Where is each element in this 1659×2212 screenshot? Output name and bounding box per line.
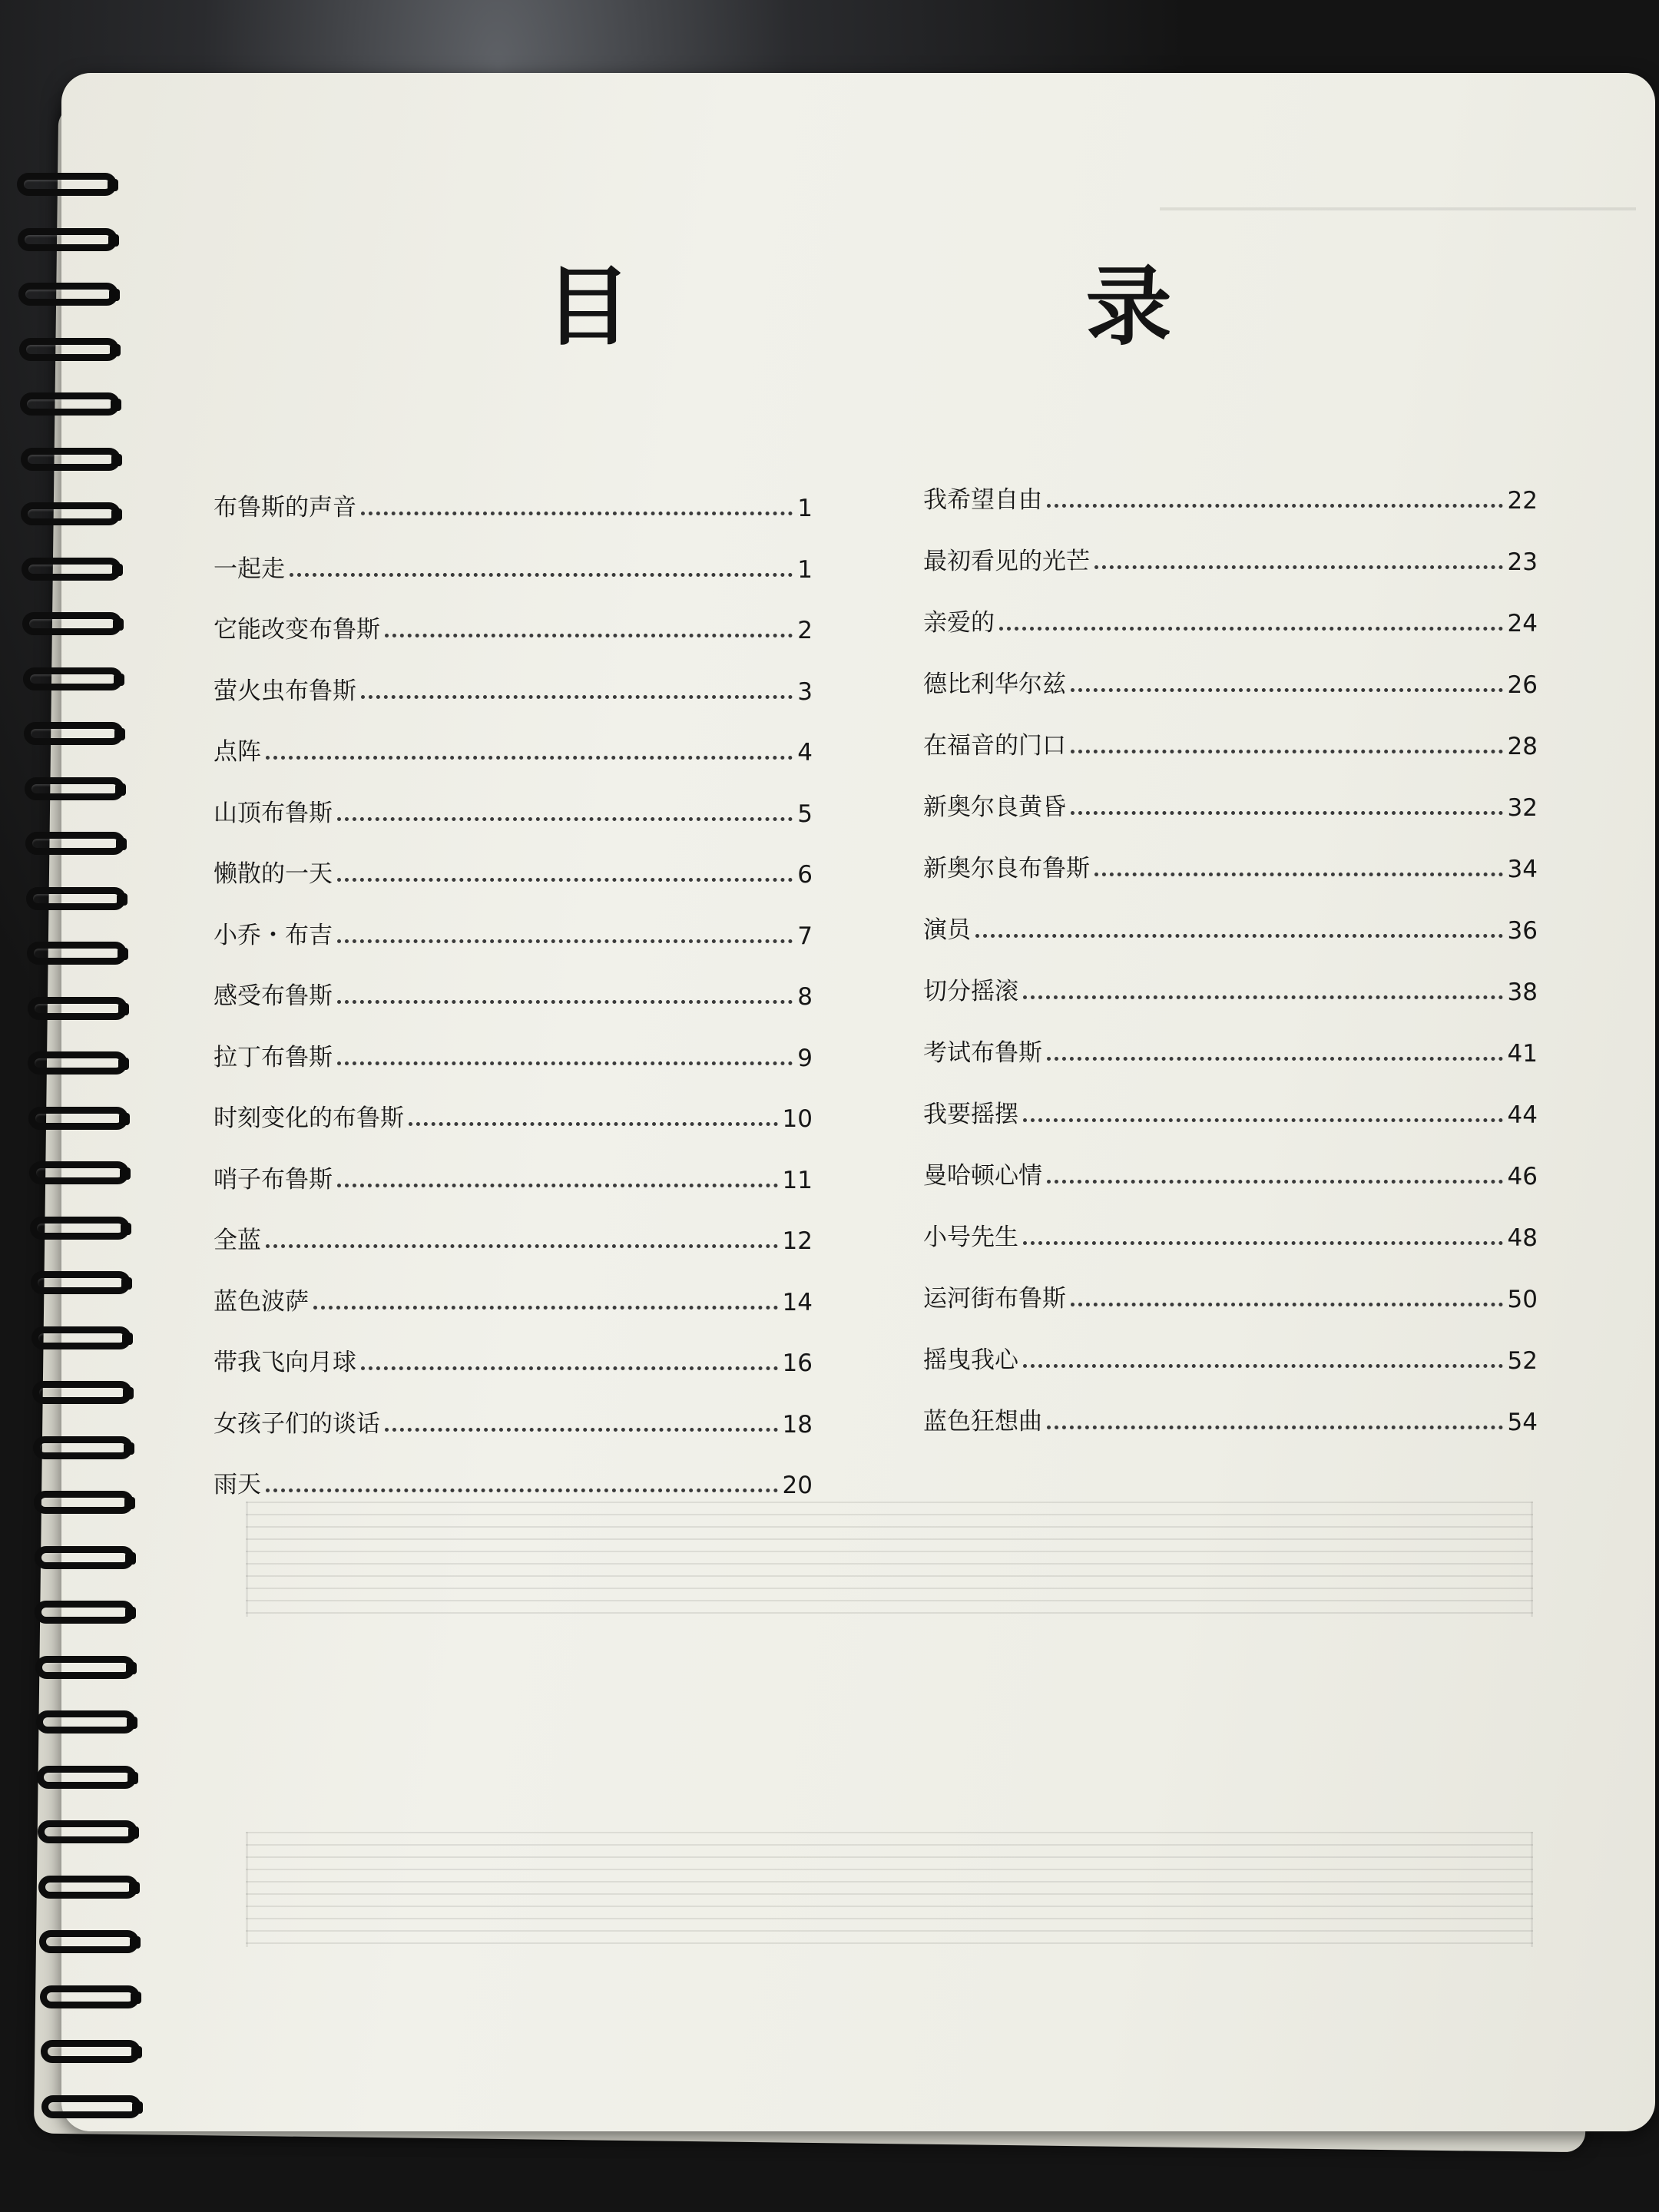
- toc-entry: [923, 1336, 1538, 1375]
- toc-entry-title: 我希望自由: [923, 486, 1042, 514]
- dot-leader: [1071, 688, 1503, 692]
- spiral-coil: [25, 832, 133, 863]
- toc-entry: [214, 484, 813, 522]
- toc-entry-title: 时刻变化的布鲁斯: [214, 1104, 404, 1132]
- toc-entry: [923, 1091, 1538, 1129]
- toc-page: [61, 73, 1655, 2131]
- toc-entry-page-number: 3: [797, 677, 813, 706]
- toc-left-column: [214, 73, 813, 2131]
- dot-leader: [1047, 504, 1503, 508]
- toc-entry: [214, 606, 813, 644]
- toc-entry-title: 萤火虫布鲁斯: [214, 677, 356, 705]
- toc-right-column: [923, 73, 1538, 2131]
- toc-entry-title: 运河街布鲁斯: [923, 1285, 1066, 1313]
- toc-entry-title: 带我飞向月球: [214, 1349, 356, 1376]
- toc-entry-title: 布鲁斯的声音: [214, 494, 356, 522]
- toc-entry-title: 蓝色狂想曲: [923, 1408, 1042, 1435]
- toc-entry-page-number: 14: [782, 1288, 813, 1316]
- toc-entry: [923, 1152, 1538, 1190]
- toc-entry-title: 曼哈顿心情: [923, 1162, 1042, 1190]
- toc-entry: [923, 599, 1538, 637]
- spiral-coil: [36, 1710, 144, 1741]
- dot-leader: [385, 634, 793, 637]
- toc-entry-page-number: 16: [782, 1349, 813, 1377]
- toc-entry-title: 考试布鲁斯: [923, 1039, 1042, 1067]
- toc-entry: [214, 545, 813, 584]
- dot-leader: [361, 695, 793, 699]
- spiral-coil: [34, 1491, 141, 1522]
- toc-entry: [923, 1275, 1538, 1313]
- dot-leader: [999, 627, 1503, 631]
- toc-entry-page-number: 24: [1507, 610, 1538, 637]
- toc-entry-page-number: 26: [1507, 671, 1538, 699]
- toc-entry: [214, 1156, 813, 1194]
- toc-entry-page-number: 32: [1507, 794, 1538, 822]
- toc-entry-page-number: 5: [797, 800, 813, 828]
- toc-entry: [923, 1214, 1538, 1252]
- toc-entry-page-number: 9: [797, 1044, 813, 1072]
- spiral-coil: [29, 1161, 137, 1192]
- toc-entry: [214, 1034, 813, 1072]
- toc-entry: [214, 912, 813, 950]
- toc-entry-title: 一起走: [214, 555, 285, 583]
- dot-leader: [337, 817, 793, 821]
- page-title: 目 录: [545, 257, 1356, 357]
- toc-entry-page-number: 34: [1507, 856, 1538, 883]
- toc-entry: [214, 667, 813, 706]
- spiral-coil: [35, 1656, 143, 1687]
- toc-entry: [214, 728, 813, 767]
- spiral-coil: [37, 1766, 144, 1796]
- spiral-coil: [38, 1820, 145, 1851]
- dot-leader: [1094, 873, 1503, 876]
- dot-leader: [337, 1184, 778, 1187]
- toc-entry-title: 演员: [923, 916, 971, 944]
- toc-entry: [923, 783, 1538, 822]
- spiral-coil: [28, 1107, 136, 1137]
- toc-entry-page-number: 23: [1507, 548, 1538, 576]
- toc-entry: [214, 1094, 813, 1133]
- dot-leader: [1023, 1364, 1503, 1368]
- dot-leader: [337, 1061, 793, 1065]
- toc-entry-page-number: 1: [797, 495, 813, 522]
- dot-leader: [337, 939, 793, 943]
- spiral-coil: [41, 2095, 149, 2126]
- toc-entry-page-number: 48: [1507, 1224, 1538, 1252]
- toc-entry-title: 德比利华尔兹: [923, 671, 1066, 698]
- toc-entry-title: 点阵: [214, 738, 261, 766]
- toc-entry-page-number: 44: [1507, 1101, 1538, 1129]
- toc-entry-title: 它能改变布鲁斯: [214, 616, 380, 644]
- toc-entry-page-number: 18: [782, 1410, 813, 1439]
- dot-leader: [361, 1366, 778, 1370]
- toc-entry: [923, 845, 1538, 883]
- toc-entry-page-number: 41: [1507, 1040, 1538, 1068]
- toc-entry: [923, 906, 1538, 945]
- toc-entry-title: 全蓝: [214, 1227, 261, 1254]
- toc-entry-title: 女孩子们的谈话: [214, 1409, 380, 1438]
- spiral-coil: [30, 1217, 137, 1247]
- spiral-coil: [18, 228, 125, 259]
- dot-leader: [975, 934, 1503, 938]
- toc-entry-title: 蓝色波萨: [214, 1287, 309, 1316]
- spiral-coil: [20, 392, 127, 423]
- spiral-coil: [38, 1876, 146, 1906]
- toc-entry: [214, 1400, 813, 1439]
- toc-entry-title: 拉丁布鲁斯: [214, 1043, 333, 1071]
- toc-entry-title: 雨天: [214, 1471, 261, 1498]
- toc-entry: [923, 476, 1538, 515]
- toc-entry-page-number: 52: [1507, 1347, 1538, 1375]
- spiral-coil: [19, 338, 127, 369]
- dot-leader: [409, 1122, 778, 1126]
- toc-entry-page-number: 10: [782, 1105, 813, 1133]
- toc-entry-title: 我要摇摆: [923, 1101, 1018, 1128]
- toc-entry-title: 摇曳我心: [923, 1346, 1018, 1374]
- toc-entry: [214, 972, 813, 1011]
- toc-entry-page-number: 54: [1507, 1409, 1538, 1436]
- toc-entry-title: 新奥尔良黄昏: [923, 793, 1066, 821]
- dot-leader: [1071, 750, 1503, 753]
- toc-entry-page-number: 50: [1507, 1286, 1538, 1313]
- toc-entry-title: 山顶布鲁斯: [214, 799, 333, 827]
- toc-entry-page-number: 36: [1507, 917, 1538, 945]
- toc-entry-title: 新奥尔良布鲁斯: [923, 855, 1090, 882]
- toc-entry-page-number: 38: [1507, 979, 1538, 1006]
- dot-leader: [313, 1306, 778, 1310]
- spiral-coil: [17, 173, 124, 204]
- toc-entry-title: 小号先生: [923, 1224, 1018, 1251]
- dot-leader: [1071, 811, 1503, 815]
- toc-entry-title: 哨子布鲁斯: [214, 1165, 333, 1194]
- toc-entry-title: 切分摇滚: [923, 978, 1018, 1005]
- dot-leader: [1023, 1118, 1503, 1122]
- toc-entry-title: 在福音的门口: [923, 732, 1066, 760]
- toc-entry-title: 小乔・布吉: [214, 921, 333, 949]
- spiral-coil: [39, 1930, 147, 1961]
- spiral-coil: [32, 1381, 140, 1412]
- toc-entry: [923, 1029, 1538, 1068]
- toc-entry: [923, 968, 1538, 1006]
- dot-leader: [1047, 1057, 1503, 1061]
- dot-leader: [1023, 1241, 1503, 1245]
- toc-entry-page-number: 46: [1507, 1163, 1538, 1190]
- spiral-coil: [33, 1436, 141, 1467]
- spiral-coil: [26, 887, 134, 918]
- spiral-coil: [35, 1546, 142, 1577]
- spiral-coil: [31, 1326, 139, 1357]
- dot-leader: [1023, 995, 1503, 999]
- toc-entry-title: 亲爱的: [923, 609, 995, 637]
- spiral-coil: [28, 997, 135, 1028]
- spiral-coil: [25, 777, 132, 808]
- toc-entry-page-number: 4: [797, 739, 813, 767]
- toc-entry: [923, 661, 1538, 699]
- toc-entry-page-number: 28: [1507, 733, 1538, 760]
- toc-entry: [214, 850, 813, 889]
- dot-leader: [266, 1488, 778, 1492]
- toc-entry-page-number: 7: [797, 922, 813, 950]
- toc-entry-page-number: 12: [782, 1227, 813, 1255]
- spiral-coil: [40, 1985, 147, 2016]
- toc-entry: [214, 1339, 813, 1377]
- toc-entry: [923, 722, 1538, 760]
- dot-leader: [266, 1244, 778, 1248]
- spiral-coil: [23, 667, 131, 698]
- spiral-coil: [35, 1601, 142, 1631]
- toc-entry: [923, 538, 1538, 576]
- dot-leader: [266, 756, 793, 760]
- spiral-coil: [22, 558, 129, 588]
- spiral-coil: [24, 722, 131, 753]
- toc-entry-page-number: 6: [797, 861, 813, 889]
- dot-leader: [385, 1428, 778, 1432]
- dot-leader: [1047, 1426, 1503, 1429]
- toc-entry: [214, 790, 813, 828]
- dot-leader: [1094, 565, 1503, 569]
- spiral-coil: [27, 942, 134, 972]
- dot-leader: [361, 512, 793, 515]
- spiral-coil: [28, 1051, 135, 1082]
- spiral-coil: [18, 283, 126, 313]
- toc-entry-page-number: 11: [782, 1166, 813, 1194]
- spiral-coil: [21, 448, 128, 478]
- toc-entry: [214, 1217, 813, 1255]
- spiral-coil: [21, 502, 128, 533]
- spiral-coil: [22, 612, 130, 643]
- spiral-coil: [31, 1271, 138, 1302]
- dot-leader: [337, 878, 793, 882]
- toc-entry-page-number: 22: [1507, 487, 1538, 515]
- dot-leader: [337, 1000, 793, 1004]
- toc-entry: [923, 1398, 1538, 1436]
- toc-entry-title: 懒散的一天: [214, 860, 333, 888]
- toc-entry: [214, 1461, 813, 1499]
- toc-entry-title: 最初看见的光芒: [923, 548, 1090, 575]
- spiral-coil: [41, 2040, 148, 2071]
- toc-entry-page-number: 1: [797, 555, 813, 584]
- toc-entry-page-number: 8: [797, 983, 813, 1011]
- dot-leader: [1071, 1303, 1503, 1306]
- toc-entry-page-number: 2: [797, 617, 813, 644]
- toc-entry-page-number: 20: [782, 1472, 813, 1499]
- dot-leader: [290, 573, 793, 577]
- toc-entry: [214, 1278, 813, 1316]
- toc-entry-title: 感受布鲁斯: [214, 982, 333, 1010]
- dot-leader: [1047, 1180, 1503, 1184]
